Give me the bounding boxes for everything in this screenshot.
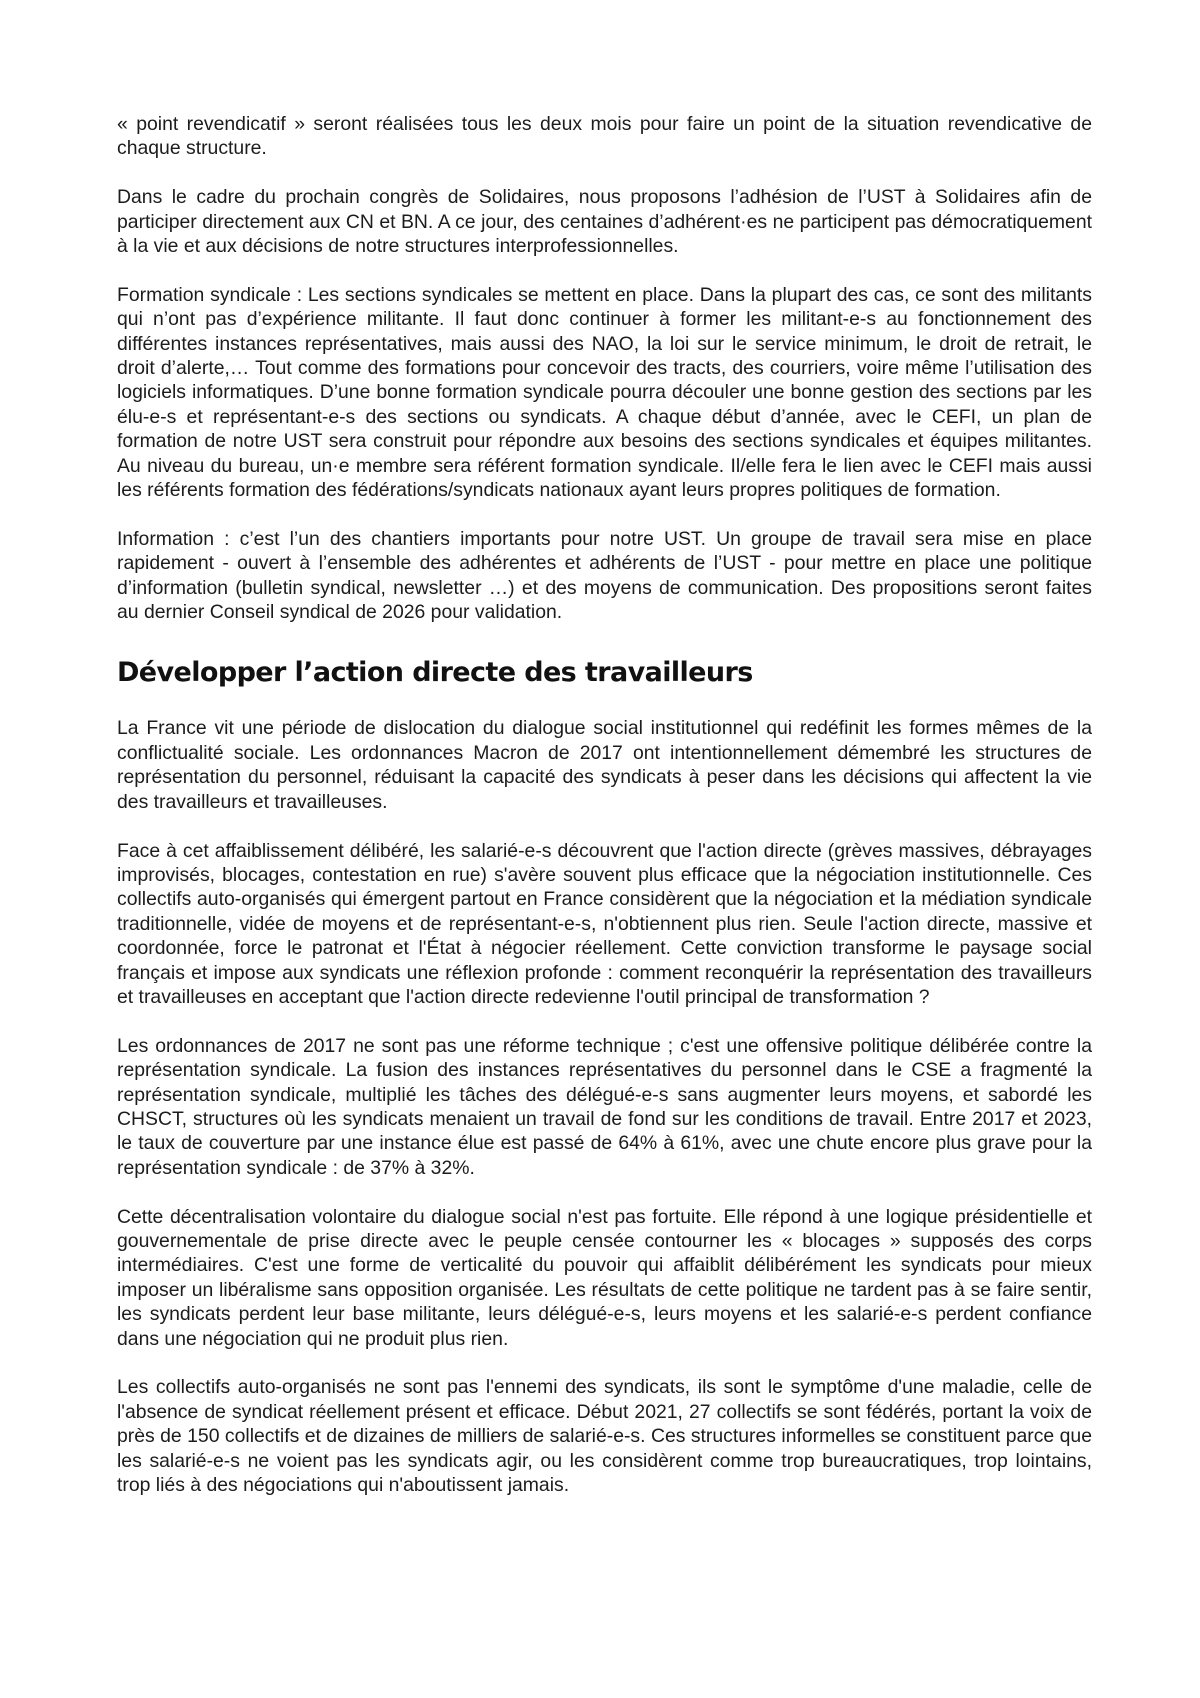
document-page	[117, 112, 1092, 1522]
paragraph-collectifs-auto-organises: Les collectifs auto-organisés ne sont pas l'ennemi des syndicats, ils sont le symptôme d'une maladie, celle de l'absence de syndicat réellement présent et efficace. Début 2021, 27 collectifs se sont fédérés, portant la voix de près de 150 collectifs et de dizaines de milliers de salarié-e-s. Ces structures informelles se constituent parce que les salarié-e-s ne voient pas les syndicats agir, ou les considèrent comme trop bureaucratiques, trop lointains, trop liés à des négociations qui n'aboutissent jamais.	[117, 1376, 1092, 1497]
paragraph-action-directe: Face à cet affaiblissement délibéré, les salarié-e-s découvrent que l'action directe (grèves massives, débrayages improvisés, blocages, contestation en rue) s'avère souvent plus efficace que la négociation institutionnelle. Ces collectifs auto-organisés qui émergent partout en France considèrent que la négociation et la médiation syndicale traditionnelle, vidée de moyens et de représentant-e-s, n'obtiennent plus rien. Seule l'action directe, massive et coordonnée, force le patronat et l'État à négocier réellement. Cette conviction transforme le paysage social français et impose aux syndicats une réflexion profonde : comment reconquérir la représentation des travailleurs et travailleuses en acceptant que l'action directe redevienne l'outil principal de transformation ?	[117, 839, 1092, 1008]
paragraph-adhesion-solidaires: Dans le cadre du prochain congrès de Solidaires, nous proposons l’adhésion de l’UST à Solidaires afin de participer directement aux CN et BN. A ce jour, des centaines d’adhérent·es ne participent pas démocratiquement à la vie et aux décisions de notre structures interprofessionnelles.	[117, 186, 1092, 258]
paragraph-formation-syndicale: Formation syndicale : Les sections syndicales se mettent en place. Dans la plupart des cas, ce sont des militants qui n’ont pas d’expérience militante. Il faut donc continuer à former les militant-e-s au fonctionnement des différentes instances représentatives, mais aussi des NAO, la loi sur le service minimum, le droit de retrait, le droit d’alerte,… Tout comme des formations pour concevoir des tracts, des courriers, voire même l’utilisation des logiciels informatiques. D’une bonne formation syndicale pourra découler une bonne gestion des sections par les élu-e-s et représentant-e-s des sections ou syndicats. A chaque début d’année, avec le CEFI, un plan de formation de notre UST sera construit pour répondre aux besoins des sections syndicales et équipes militantes. Au niveau du bureau, un·e membre sera référent formation syndicale. Il/elle fera le lien avec le CEFI mais aussi les référents formation des fédérations/syndicats nationaux ayant leurs propres politiques de formation.	[117, 283, 1092, 502]
section-heading: Développer l’action directe des travailleurs	[117, 657, 753, 689]
paragraph-decentralisation: Cette décentralisation volontaire du dialogue social n'est pas fortuite. Elle répond à une logique présidentielle et gouvernementale de prise directe avec le peuple censée contourner les « blocages » supposés des corps intermédiaires. C'est une forme de verticalité du pouvoir qui affaiblit délibérément les syndicats pour mieux imposer un libéralisme sans opposition organisée. Les résultats de cette politique ne tardent pas à se faire sentir, les syndicats perdent leur base militante, leurs délégué-e-s, leurs moyens et les salarié-e-s perdent confiance dans une négociation qui ne produit plus rien.	[117, 1205, 1092, 1350]
paragraph-point-revendicatif: « point revendicatif » seront réalisées tous les deux mois pour faire un point de la situation revendicative de chaque structure.	[117, 113, 1092, 160]
paragraph-information: Information : c’est l’un des chantiers importants pour notre UST. Un groupe de travail sera mise en place rapidement - ouvert à l’ensemble des adhérentes et adhérents de l’UST - pour mettre en place une politique d’information (bulletin syndical, newsletter …) et des moyens de communication. Des propositions seront faites au dernier Conseil syndical de 2026 pour validation.	[117, 527, 1092, 624]
paragraph-ordonnances-2017: Les ordonnances de 2017 ne sont pas une réforme technique ; c'est une offensive politique délibérée contre la représentation syndicale. La fusion des instances représentatives du personnel dans le CSE a fragmenté la représentation syndicale, multiplié les tâches des délégué-e-s sans augmenter leurs moyens, et sabordé les CHSCT, structures où les syndicats menaient un travail de fond sur les conditions de travail. Entre 2017 et 2023, le taux de couverture par une instance élue est passé de 64% à 61%, avec une chute encore plus grave pour la représentation syndicale : de 37% à 32%.	[117, 1034, 1092, 1179]
paragraph-dislocation-dialogue: La France vit une période de dislocation du dialogue social institutionnel qui redéfinit les formes mêmes de la conflictualité sociale. Les ordonnances Macron de 2017 ont intentionnellement démembré les structures de représentation du personnel, réduisant la capacité des syndicats à peser dans les décisions qui affectent la vie des travailleurs et travailleuses.	[117, 717, 1092, 813]
